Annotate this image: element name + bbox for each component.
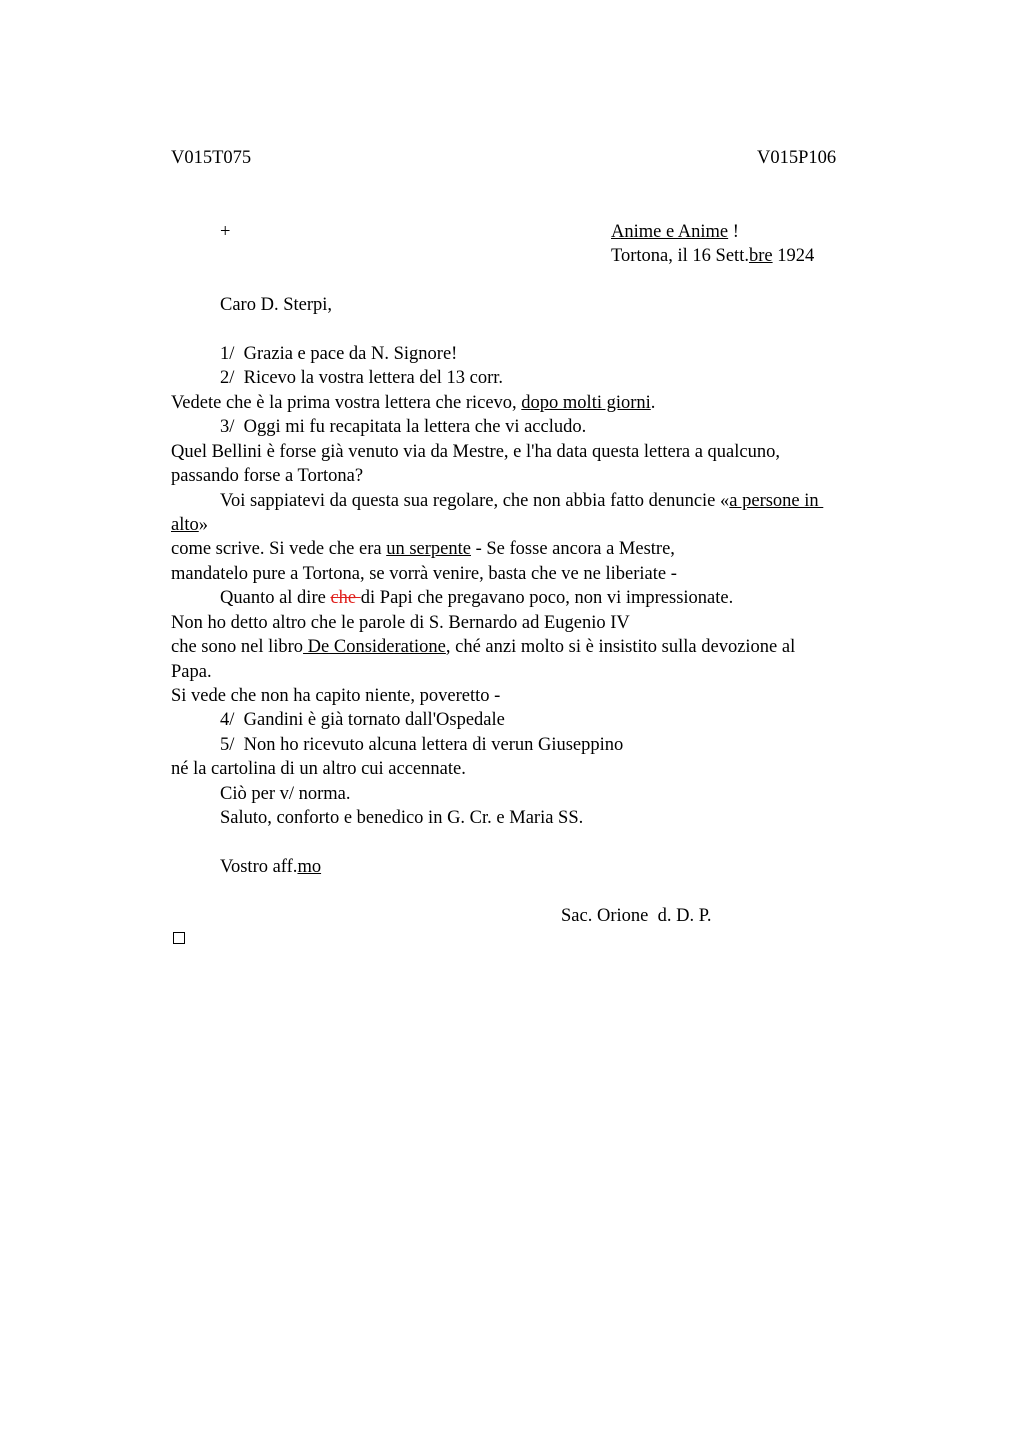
header-right-code: V015P106 <box>757 148 837 168</box>
body-line: Quel Bellini è forse già venuto via da Mestre, e l'ha data questa lettera a qualcuno, <box>171 442 780 462</box>
body-line: 1/ Grazia e pace da N. Signore! <box>220 344 458 364</box>
text-segment: - Se fosse ancora a Mestre, <box>470 539 675 559</box>
dateline-superscript: bre <box>748 246 773 266</box>
underlined-segment: alto <box>171 515 199 535</box>
text-segment: Voi sappiatevi da questa sua regolare, che non abbia fatto denuncie « <box>220 491 730 511</box>
end-of-document-box <box>173 932 185 944</box>
closing-superscript: mo <box>297 857 322 877</box>
dateline-year: 1924 <box>772 246 815 266</box>
text-segment: Vedete che è la prima vostra lettera che ricevo, <box>171 393 522 413</box>
motto-text: Anime e Anime <box>611 222 729 242</box>
underlined-segment: De Consideratione <box>303 637 446 657</box>
body-line: passando forse a Tortona? <box>171 466 364 486</box>
body-line <box>171 391 655 415</box>
motto-suffix: ! <box>728 222 739 242</box>
underlined-segment: un serpente <box>386 539 471 559</box>
motto <box>611 220 739 244</box>
body-line: mandatelo pure a Tortona, se vorrà venire, basta che ve ne liberiate - <box>171 564 677 584</box>
header-left-code: V015T075 <box>171 148 252 168</box>
body-line: Papa. <box>171 662 212 682</box>
deleted-segment: che <box>330 588 361 608</box>
body-line: Ciò per v/ norma. <box>220 784 351 804</box>
body-line: 2/ Ricevo la vostra lettera del 13 corr. <box>220 368 504 388</box>
text-segment: . <box>650 393 656 413</box>
body-line: né la cartolina di un altro cui accennate. <box>171 759 466 779</box>
text-segment: che sono nel libro <box>171 637 304 657</box>
underlined-segment: dopo molti giorni <box>521 393 651 413</box>
body-line: Saluto, conforto e benedico in G. Cr. e Maria SS. <box>220 808 584 828</box>
dateline <box>611 244 814 268</box>
body-line <box>171 635 795 659</box>
text-segment: » <box>198 515 208 535</box>
closing-prefix: Vostro aff. <box>220 857 298 877</box>
closing <box>220 855 321 879</box>
dateline-prefix: Tortona, il 16 Sett. <box>611 246 749 266</box>
body-line: Non ho detto altro che le parole di S. Bernardo ad Eugenio IV <box>171 613 630 633</box>
signature: Sac. Orione d. D. P. <box>561 906 712 926</box>
text-segment: come scrive. Si vede che era <box>171 539 387 559</box>
text-segment: , ché anzi molto si è insistito sulla devozione al <box>445 637 796 657</box>
text-segment: di Papi che pregavano poco, non vi impressionate. <box>360 588 734 608</box>
cross-mark: + <box>220 222 231 242</box>
text-segment: Quanto al dire <box>220 588 331 608</box>
body-line: Si vede che non ha capito niente, poveretto - <box>171 686 501 706</box>
body-line <box>171 537 675 561</box>
body-line: 4/ Gandini è già tornato dall'Ospedale <box>220 710 505 730</box>
underlined-segment: a persone in <box>729 491 824 511</box>
salutation: Caro D. Sterpi, <box>220 295 333 315</box>
body-line <box>171 513 208 537</box>
body-line <box>220 586 733 610</box>
body-line: 5/ Non ho ricevuto alcuna lettera di verun Giuseppino <box>220 735 624 755</box>
body-line <box>220 489 823 513</box>
body-line: 3/ Oggi mi fu recapitata la lettera che vi accludo. <box>220 417 587 437</box>
